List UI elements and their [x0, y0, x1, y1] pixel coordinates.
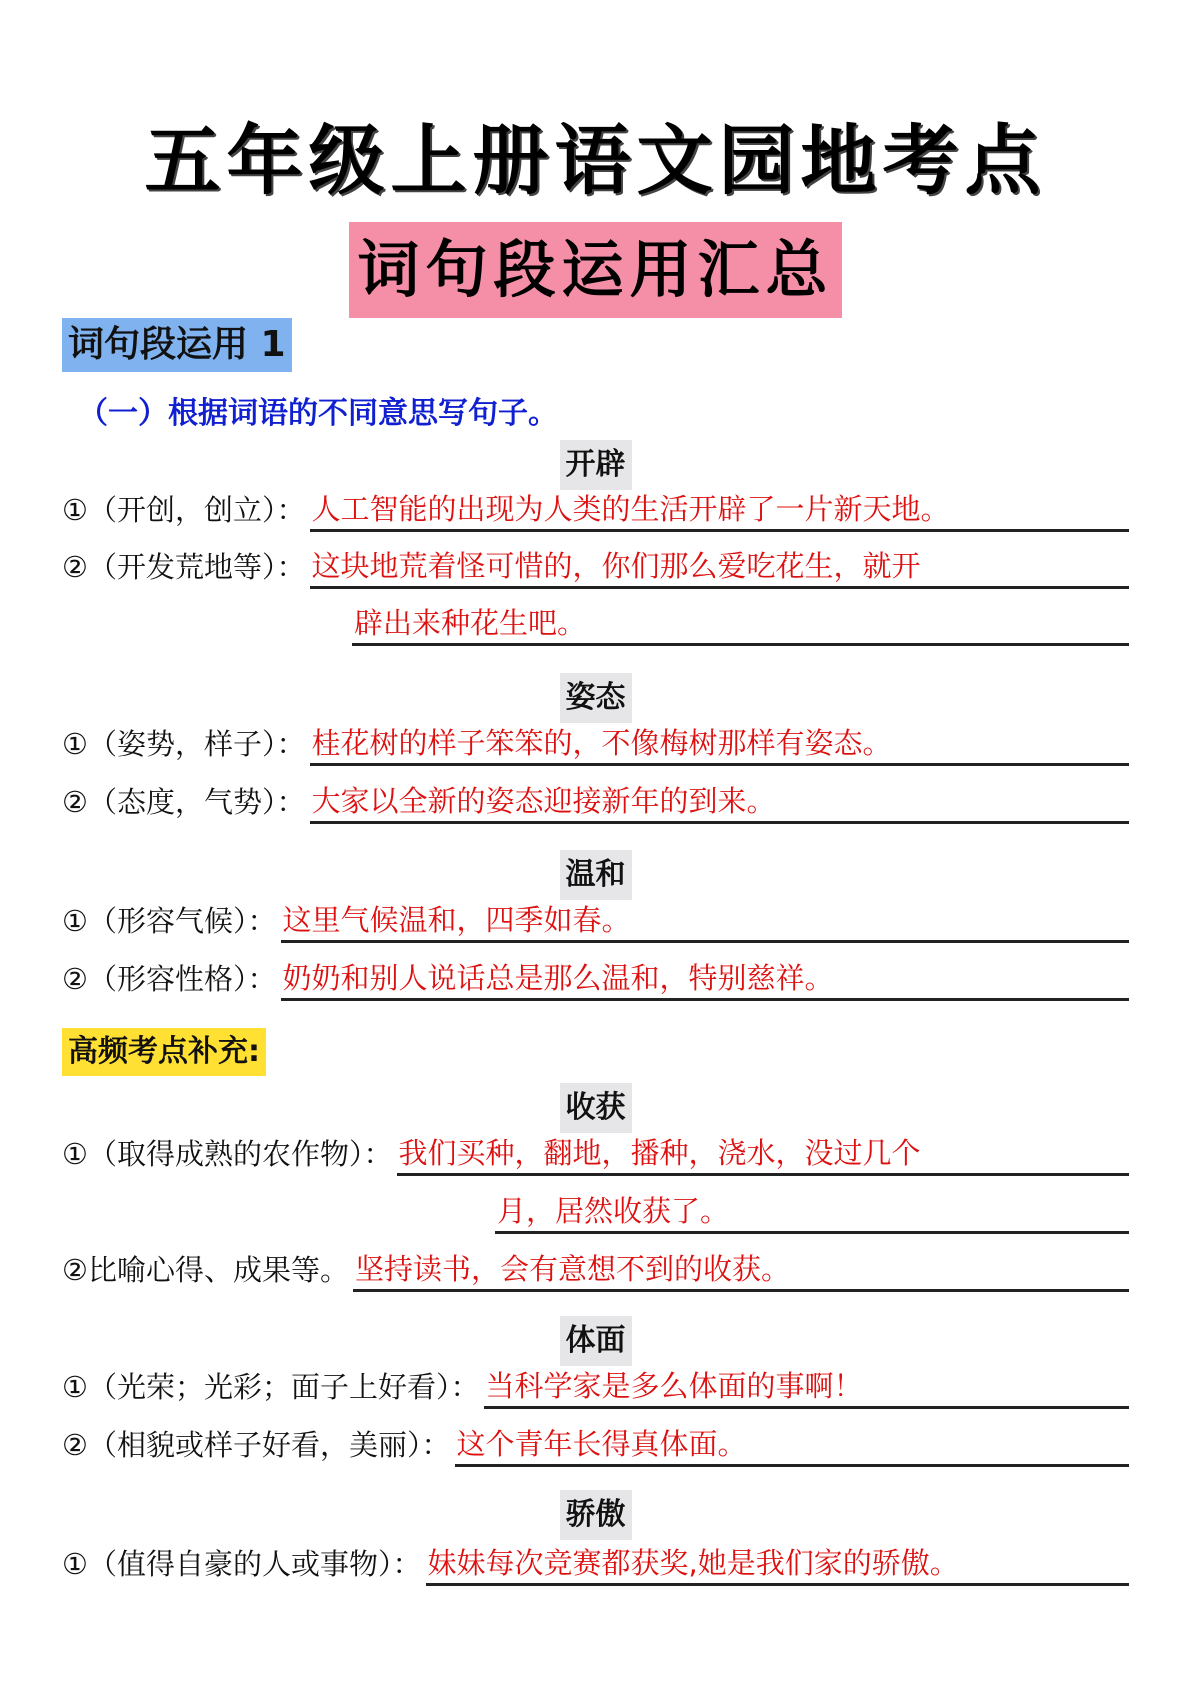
definition-label: ②（形容性格）： [62, 962, 277, 996]
definition-label: ②（开发荒地等）： [62, 550, 306, 584]
example-sentence: 坚持读书，会有意想不到的收获。 [353, 1249, 1129, 1292]
definition-label: ①（光荣；光彩；面子上好看）： [62, 1370, 480, 1404]
word-heading: 收获 [0, 1083, 1191, 1133]
definition-row [62, 1246, 1129, 1292]
supplement-tag: 高频考点补充: [62, 1028, 266, 1076]
definition-row [62, 897, 1129, 943]
word-heading: 骄傲 [0, 1490, 1191, 1540]
example-sentence-continued: 辟出来种花生吧。 [352, 603, 1129, 646]
definition-label: ①（形容气候）： [62, 904, 277, 938]
word-heading: 温和 [0, 850, 1191, 900]
example-sentence: 人工智能的出现为人类的生活开辟了一片新天地。 [310, 489, 1130, 532]
definition-label: ①（值得自豪的人或事物）： [62, 1547, 422, 1581]
definition-label: ①（开创，创立）： [62, 493, 306, 527]
word-heading: 开辟 [0, 440, 1191, 490]
instruction: （一）根据词语的不同意思写句子。 [78, 396, 558, 431]
definition-label: ②比喻心得、成果等。 [62, 1253, 349, 1287]
definition-row [62, 543, 1129, 589]
definition-row [62, 1540, 1129, 1586]
example-sentence: 大家以全新的姿态迎接新年的到来。 [310, 781, 1130, 824]
example-sentence: 奶奶和别人说话总是那么温和，特别慈祥。 [281, 958, 1130, 1001]
definition-row [62, 1421, 1129, 1467]
example-sentence: 妹妹每次竞赛都获奖,她是我们家的骄傲。 [426, 1543, 1130, 1586]
example-sentence: 我们买种，翻地，播种，浇水，没过几个 [397, 1133, 1130, 1176]
section-tag: 词句段运用 1 [62, 318, 292, 372]
example-sentence: 这里气候温和，四季如春。 [281, 900, 1130, 943]
example-sentence: 桂花树的样子笨笨的，不像梅树那样有姿态。 [310, 723, 1130, 766]
definition-row [62, 955, 1129, 1001]
definition-label: ①（姿势，样子）： [62, 727, 306, 761]
definition-row [62, 778, 1129, 824]
page-subtitle: 词句段运用汇总 [349, 222, 841, 318]
definition-label: ①（取得成熟的农作物）： [62, 1137, 393, 1171]
definition-row [62, 1130, 1129, 1176]
page-title: 五年级上册语文园地考点 [144, 116, 1047, 205]
definition-label: ②（相貌或样子好看，美丽）： [62, 1428, 451, 1462]
example-sentence-continued: 月，居然收获了。 [495, 1191, 1129, 1234]
example-sentence: 这个青年长得真体面。 [455, 1424, 1130, 1467]
definition-row [62, 720, 1129, 766]
word-heading: 姿态 [0, 673, 1191, 723]
word-heading: 体面 [0, 1316, 1191, 1366]
continuation-row [352, 600, 1129, 646]
example-sentence: 当科学家是多么体面的事啊！ [484, 1366, 1130, 1409]
continuation-row [495, 1188, 1129, 1234]
example-sentence: 这块地荒着怪可惜的，你们那么爱吃花生，就开 [310, 546, 1130, 589]
definition-row [62, 486, 1129, 532]
definition-label: ②（态度，气势）： [62, 785, 306, 819]
definition-row [62, 1363, 1129, 1409]
